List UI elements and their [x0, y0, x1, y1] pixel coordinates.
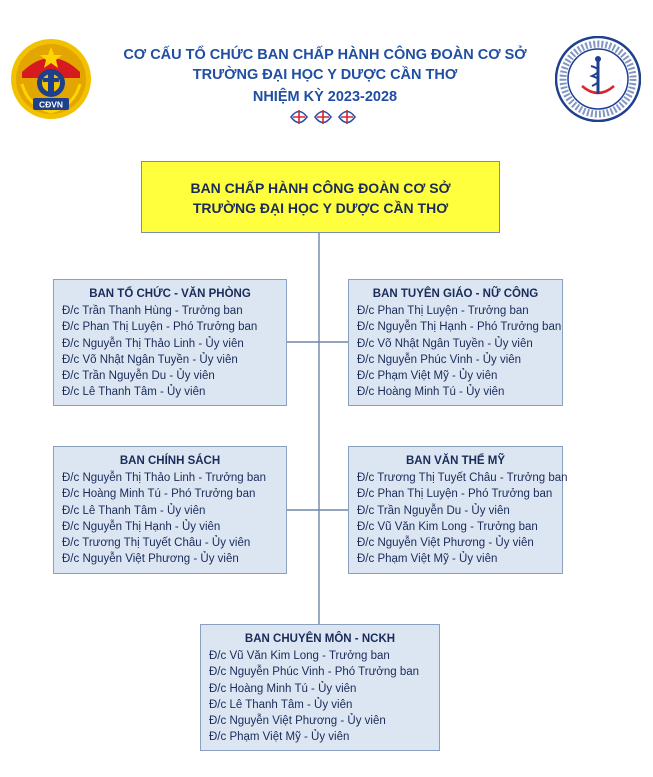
member-row: Đ/c Phạm Việt Mỹ - Ủy viên: [357, 370, 498, 383]
member-row: Đ/c Nguyễn Phúc Vinh - Ủy viên: [357, 353, 522, 366]
chart-title-term: NHIỆM KỲ 2023-2028: [252, 89, 398, 105]
member-row: Đ/c Vũ Văn Kim Long - Trưởng ban: [209, 650, 390, 662]
member-row: Đ/c Nguyễn Thị Hạnh - Phó Trưởng ban: [357, 321, 562, 334]
executive-committee-box: [141, 161, 500, 233]
member-row: Đ/c Vũ Văn Kim Long - Trưởng ban: [357, 520, 538, 533]
svg-text:CĐVN: CĐVN: [38, 99, 64, 110]
board-title: BAN CHÍNH SÁCH: [119, 455, 221, 467]
member-row: Đ/c Phan Thị Luyện - Phó Trưởng ban: [62, 321, 258, 334]
board-title: BAN TỔ CHỨC - VĂN PHÒNG: [89, 288, 251, 300]
board-title: BAN VĂN THỂ MỸ: [405, 455, 506, 467]
member-row: Đ/c Trần Nguyễn Du - Ủy viên: [357, 504, 510, 517]
member-row: Đ/c Nguyễn Thị Thảo Linh - Trưởng ban: [62, 472, 267, 484]
member-row: Đ/c Nguyễn Thị Hạnh - Ủy viên: [62, 520, 221, 533]
member-row: Đ/c Phan Thị Luyện - Trưởng ban: [357, 305, 529, 317]
member-row: Đ/c Trương Thị Tuyết Châu - Ủy viên: [62, 537, 251, 550]
board-professional-research: [200, 624, 440, 751]
member-row: Đ/c Trần Nguyễn Du - Ủy viên: [62, 370, 215, 383]
member-row: Đ/c Phan Thị Luyện - Phó Trưởng ban: [357, 488, 553, 501]
member-row: Đ/c Nguyễn Phúc Vinh - Phó Trưởng ban: [209, 666, 420, 679]
member-row: Đ/c Nguyễn Thị Thảo Linh - Ủy viên: [62, 337, 244, 350]
member-row: Đ/c Phạm Việt Mỹ - Ủy viên: [357, 553, 498, 566]
chart-title-line-1: CƠ CẤU TỔ CHỨC BAN CHẤP HÀNH CÔNG ĐOÀN CƠ SỞ: [123, 47, 527, 63]
board-title: BAN CHUYÊN MÔN - NCKH: [244, 633, 396, 645]
board-organization-office: [53, 279, 287, 406]
chart-title-line-2: TRƯỜNG ĐẠI HỌC Y DƯỢC CẦN THƠ: [192, 67, 458, 83]
executive-committee-line-1: BAN CHẤP HÀNH CÔNG ĐOÀN CƠ SỞ: [190, 180, 451, 196]
board-policy: [53, 446, 287, 574]
board-propaganda-women: [348, 279, 563, 406]
member-row: Đ/c Nguyễn Việt Phương - Ủy viên: [357, 537, 534, 550]
member-row: Đ/c Trần Thanh Hùng - Trưởng ban: [62, 305, 243, 317]
member-row: Đ/c Hoàng Minh Tú - Ủy viên: [209, 682, 357, 695]
member-row: Đ/c Phạm Việt Mỹ - Ủy viên: [209, 731, 350, 744]
member-row: Đ/c Lê Thanh Tâm - Ủy viên: [62, 504, 206, 517]
member-row: Đ/c Hoàng Minh Tú - Phó Trưởng ban: [62, 488, 256, 501]
member-row: Đ/c Nguyễn Việt Phương - Ủy viên: [209, 715, 386, 728]
member-row: Đ/c Lê Thanh Tâm - Ủy viên: [209, 698, 353, 711]
member-row: Đ/c Hoàng Minh Tú - Ủy viên: [357, 386, 505, 399]
member-row: Đ/c Lê Thanh Tâm - Ủy viên: [62, 386, 206, 399]
member-row: Đ/c Võ Nhật Ngân Tuyền - Ủy viên: [357, 337, 533, 350]
member-row: Đ/c Võ Nhật Ngân Tuyền - Ủy viên: [62, 353, 238, 366]
member-row: Đ/c Trương Thị Tuyết Châu - Trưởng ban: [357, 472, 568, 484]
member-row: Đ/c Nguyễn Việt Phương - Ủy viên: [62, 553, 239, 566]
board-culture-sports: [348, 446, 568, 574]
board-title: BAN TUYÊN GIÁO - NỮ CÔNG: [372, 288, 539, 300]
executive-committee-line-2: TRƯỜNG ĐẠI HỌC Y DƯỢC CẦN THƠ: [192, 200, 449, 216]
